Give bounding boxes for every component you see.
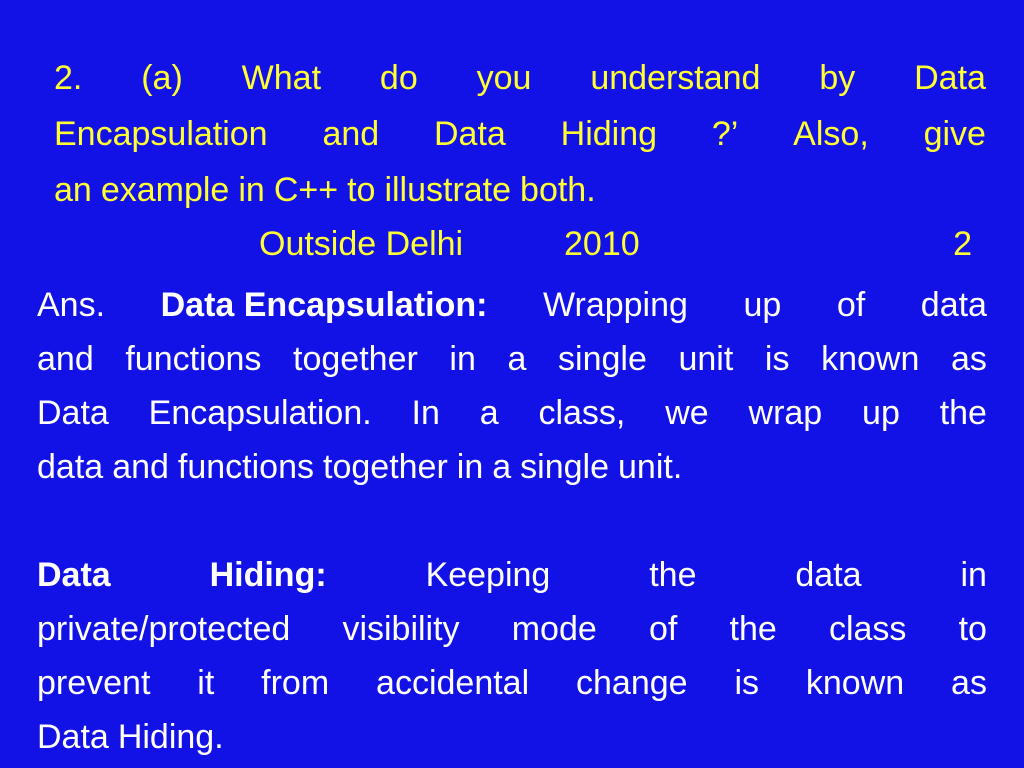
question-word: to bbox=[347, 171, 376, 209]
answer-word: in bbox=[960, 556, 987, 594]
answer-word: data bbox=[795, 556, 862, 594]
answer-word: Hiding. bbox=[117, 718, 224, 756]
answer-word: is bbox=[764, 340, 790, 378]
answer-word: together bbox=[293, 340, 418, 378]
term-data-encapsulation: Data Encapsulation: bbox=[160, 286, 488, 324]
question-word: give bbox=[923, 115, 986, 153]
answer-word: up bbox=[743, 286, 782, 324]
question-word: (a) bbox=[141, 59, 183, 97]
answer-word: functions bbox=[177, 448, 315, 486]
answer-word: data bbox=[920, 286, 987, 324]
answer-word: class bbox=[828, 610, 907, 648]
answer-p1-line-3 bbox=[37, 386, 987, 440]
question-word: an bbox=[54, 171, 92, 209]
question-word: in bbox=[238, 171, 265, 209]
answer-p1-line-4 bbox=[37, 440, 987, 494]
question-word: C++ bbox=[273, 171, 339, 209]
answer-word: data bbox=[37, 448, 104, 486]
question-word: both. bbox=[520, 171, 596, 209]
question-word: ?’ bbox=[711, 115, 739, 153]
answer-word: it bbox=[197, 664, 215, 702]
question-word: Encapsulation bbox=[54, 115, 268, 153]
answer-word: in bbox=[456, 448, 484, 486]
answer-word: prevent bbox=[37, 664, 151, 702]
term-data-hiding-word-2: Hiding: bbox=[209, 556, 327, 594]
question-line-1 bbox=[54, 50, 986, 106]
answer-p2-line-4 bbox=[37, 710, 987, 764]
question-word: by bbox=[819, 59, 856, 97]
answer-p1-line-2 bbox=[37, 332, 987, 386]
answer-word: known bbox=[805, 664, 905, 702]
answer-word: change bbox=[576, 664, 688, 702]
answer-p2-line-3 bbox=[37, 656, 987, 710]
question-word: What bbox=[241, 59, 322, 97]
answer-word: up bbox=[862, 394, 900, 432]
answer-word: as bbox=[951, 664, 987, 702]
answer-word: functions bbox=[125, 340, 262, 378]
answer-text bbox=[37, 278, 987, 764]
answer-word: Wrapping bbox=[543, 286, 688, 324]
answer-word: Encapsulation. bbox=[148, 394, 372, 432]
question-word: and bbox=[322, 115, 380, 153]
paragraph-gap bbox=[37, 494, 987, 548]
answer-word: unit. bbox=[618, 448, 683, 486]
answer-word: class, bbox=[538, 394, 626, 432]
answer-word: mode bbox=[511, 610, 597, 648]
answer-word: to bbox=[958, 610, 987, 648]
answer-word: known bbox=[821, 340, 920, 378]
answer-word: a bbox=[479, 394, 499, 432]
question-word: do bbox=[379, 59, 418, 97]
answer-word: private/protected bbox=[37, 610, 291, 648]
answer-word: and bbox=[37, 340, 94, 378]
question-word: 2. bbox=[54, 59, 83, 97]
answer-word: and bbox=[112, 448, 169, 486]
question-word: Data bbox=[434, 115, 506, 153]
answer-p2-line-1 bbox=[37, 548, 987, 602]
answer-word: from bbox=[261, 664, 330, 702]
question-word: Hiding bbox=[560, 115, 658, 153]
question-marks: 2 bbox=[953, 225, 972, 263]
answer-word: single bbox=[558, 340, 647, 378]
answer-word: Keeping bbox=[425, 556, 551, 594]
answer-p2-line-2 bbox=[37, 602, 987, 656]
answer-word: is bbox=[734, 664, 759, 702]
exam-source: Outside Delhi bbox=[259, 225, 464, 263]
answer-word: unit bbox=[678, 340, 734, 378]
answer-word: the bbox=[939, 394, 987, 432]
question-word: example bbox=[100, 171, 230, 209]
answer-word: in bbox=[449, 340, 476, 378]
answer-word: Data bbox=[37, 718, 109, 756]
answer-word: In bbox=[411, 394, 440, 432]
answer-word: the bbox=[649, 556, 697, 594]
question-meta bbox=[54, 216, 986, 272]
answer-word: a bbox=[492, 448, 512, 486]
question-text bbox=[54, 50, 986, 218]
answer-prefix: Ans. bbox=[37, 286, 106, 324]
answer-word: Data bbox=[37, 394, 109, 432]
question-word: Also, bbox=[793, 115, 869, 153]
answer-word: visibility bbox=[342, 610, 460, 648]
question-line-2 bbox=[54, 106, 986, 162]
question-word: you bbox=[476, 59, 532, 97]
question-line-3 bbox=[54, 162, 986, 218]
question-word: Data bbox=[914, 59, 986, 97]
answer-word: we bbox=[665, 394, 709, 432]
answer-word: single bbox=[520, 448, 610, 486]
exam-year: 2010 bbox=[564, 225, 640, 263]
answer-p1-line-1 bbox=[37, 278, 987, 332]
answer-word: accidental bbox=[376, 664, 530, 702]
answer-word: a bbox=[507, 340, 527, 378]
answer-word: of bbox=[836, 286, 866, 324]
question-word: illustrate bbox=[384, 171, 512, 209]
answer-word: wrap bbox=[748, 394, 823, 432]
answer-word: of bbox=[648, 610, 678, 648]
question-word: understand bbox=[590, 59, 761, 97]
answer-word: together bbox=[323, 448, 448, 486]
answer-word: as bbox=[950, 340, 987, 378]
answer-word: the bbox=[729, 610, 777, 648]
term-data-hiding-word-1: Data bbox=[37, 556, 111, 594]
